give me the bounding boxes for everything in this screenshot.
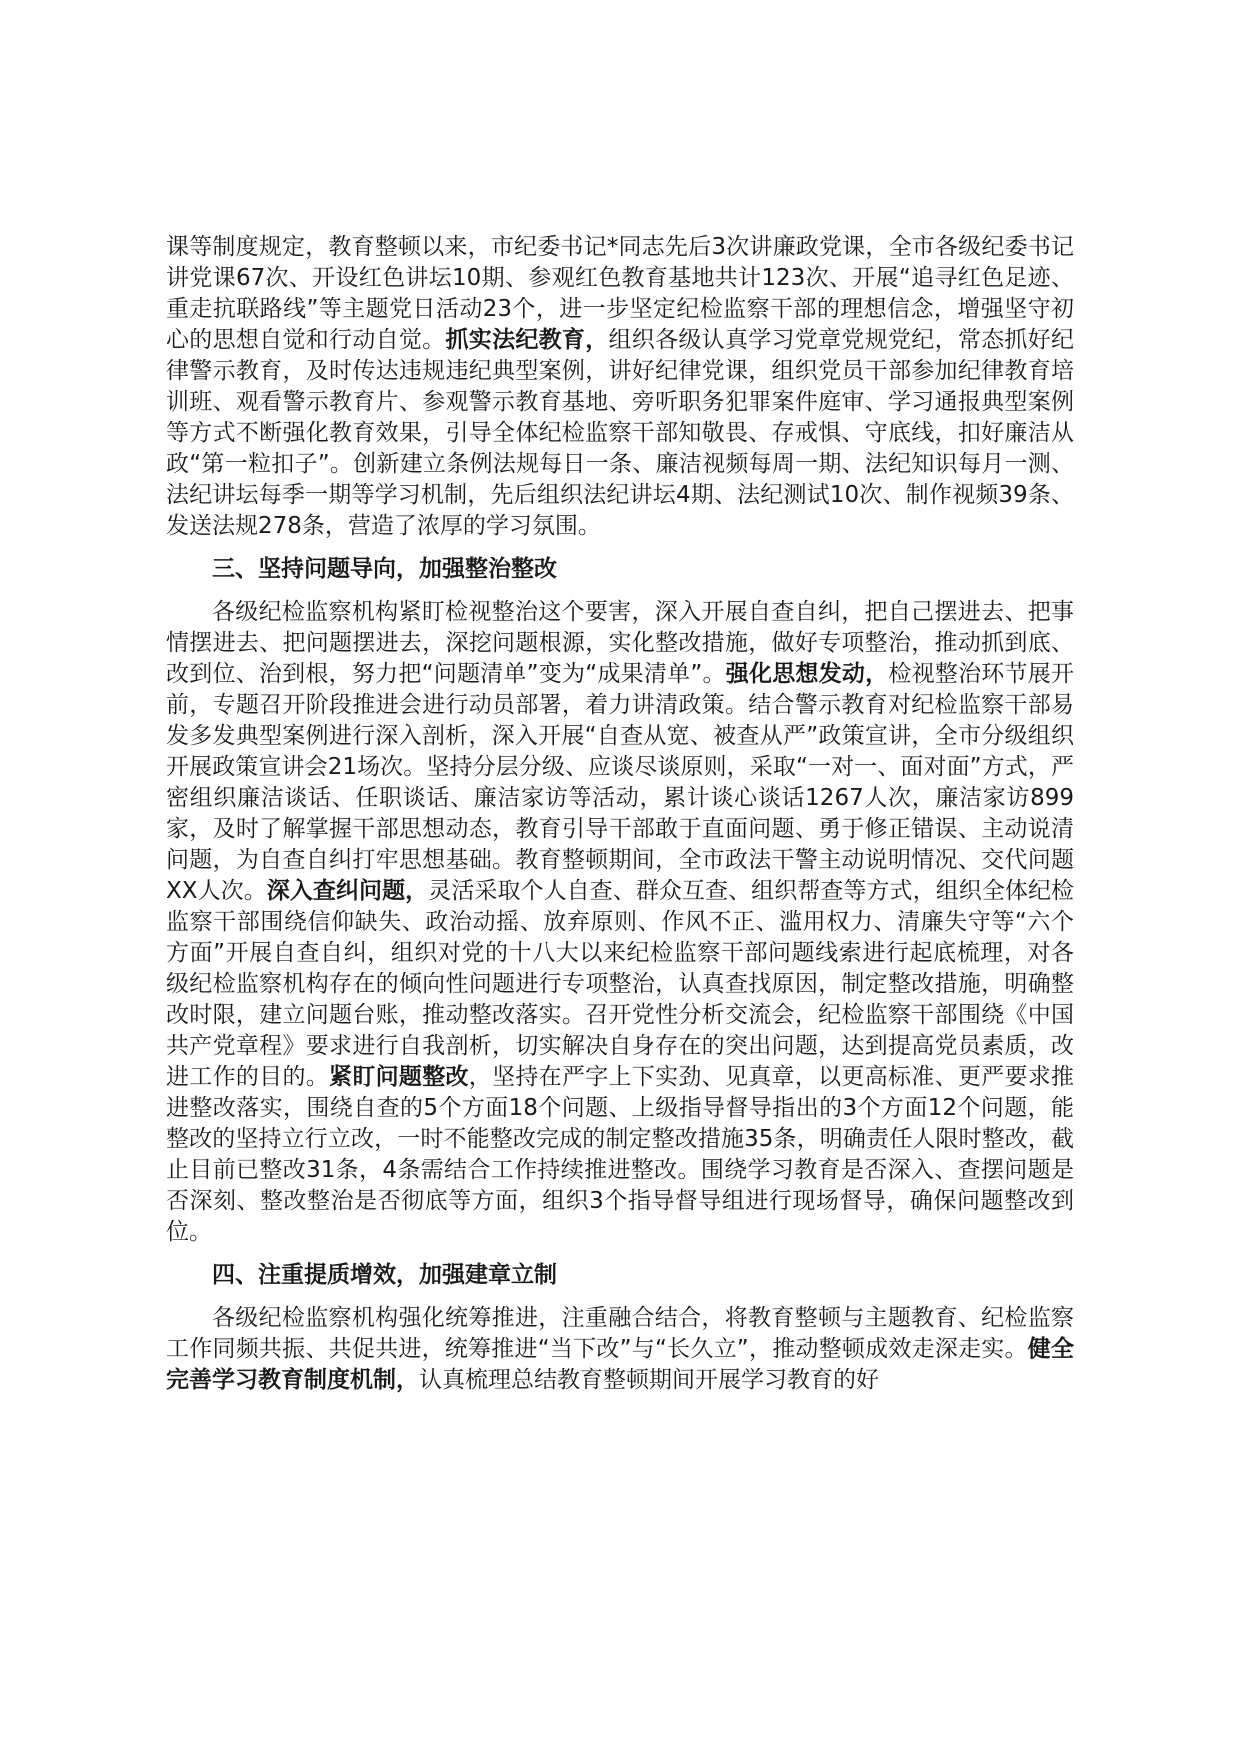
document-body xyxy=(166,232,1074,1396)
paragraph-text: ，坚持在严字上下实劲、见真章，以更高标准、更严要求推进整改落实，围绕自查的5个方面18个问题、上级指导督导指出的3个方面12个问题，能整改的坚持立行立改，一时不能整改完成的制定整改措施35条，明确责任人限时整改，截止目前已整改31条，4条需结合工作持续推进整改。围绕学习教育是否深入、查摆问题是否深刻、整改整治是否彻底等方面，组织3个指导督导组进行现场督导，确保问题整改到位。 xyxy=(166,1064,1075,1245)
bold-lead-phrase: 紧盯问题整改 xyxy=(329,1064,469,1090)
bold-lead-phrase: 深入查纠问题， xyxy=(266,878,429,904)
section-heading-3: 三、坚持问题导向，加强整治整改 xyxy=(212,556,557,582)
paragraph-text: 各级纪检监察机构强化统筹推进，注重融合结合，将教育整顿与主题教育、纪检监察工作同频共振、共促共进，统筹推进“当下改”与“长久立”，推动整顿成效走深走实。 xyxy=(166,1305,1074,1362)
paragraph-section-4 xyxy=(166,1303,1074,1396)
paragraph-text: 组织各级认真学习党章党规党纪，常态抓好纪律警示教育，及时传达违规违纪典型案例，讲好纪律党课，组织党员干部参加纪律教育培训班、观看警示教育片、参观警示教育基地、旁听职务犯罪案件庭审、学习通报典型案例等方式不断强化教育效果，引导全体纪检监察干部知敬畏、存戒惧、守底线，扣好廉洁从政“第一粒扣子”。创新建立条例法规每日一条、廉洁视频每周一期、法纪知识每月一测、法纪讲坛每季一期等学习机制，先后组织法纪讲坛4期、法纪测试10次、制作视频39条、发送法规278条，营造了浓厚的学习氛围。 xyxy=(166,327,1075,539)
bold-lead-phrase: 健全完善学习教育制度机制， xyxy=(166,1336,1074,1393)
paragraph-text: 灵活采取个人自查、群众互查、组织帮查等方式，组织全体纪检监察干部围绕信仰缺失、政治动摇、放弃原则、作风不正、滥用权力、清廉失守等“六个方面”开展自查自纠，组织对党的十八大以来纪检监察干部问题线索进行起底梳理，对各级纪检监察机构存在的倾向性问题进行专项整治，认真查找原因，制定整改措施，明确整改时限，建立问题台账，推动整改落实。召开党性分析交流会，纪检监察干部围绕《中国共产党章程》要求进行自我剖析，切实解决自身存在的突出问题，达到提高党员素质，改进工作的目的。 xyxy=(166,878,1075,1090)
bold-lead-phrase: 强化思想发动， xyxy=(725,661,889,687)
paragraph-section-3 xyxy=(166,597,1074,1248)
paragraph-text: 课等制度规定，教育整顿以来，市纪委书记*同志先后3次讲廉政党课，全市各级纪委书记讲党课67次、开设红色讲坛10期、参观红色教育基地共计123次、开展“追寻红色足迹、重走抗联路线”等主题党日活动23个，进一步坚定纪检监察干部的理想信念，增强坚守初心的思想自觉和行动自觉。 xyxy=(166,234,1074,353)
section-heading-4: 四、注重提质增效，加强建章立制 xyxy=(212,1262,557,1288)
paragraph-text: 检视整治环节展开前，专题召开阶段推进会进行动员部署，着力讲清政策。结合警示教育对纪检监察干部易发多发典型案例进行深入剖析，深入开展“自查从宽、被查从严”政策宣讲，全市分级组织开展政策宣讲会21场次。坚持分层分级、应谈尽谈原则，采取“一对一、面对面”方式，严密组织廉洁谈话、任职谈话、廉洁家访等活动，累计谈心谈话1267人次，廉洁家访899家，及时了解掌握干部思想动态，教育引导干部敢于直面问题、勇于修正错误、主动说清问题，为自查自纠打牢思想基础。教育整顿期间，全市政法干警主动说明情况、交代问题XX人次。 xyxy=(166,661,1075,904)
paragraph-continuation xyxy=(166,232,1074,542)
paragraph-text: 各级纪检监察机构紧盯检视整治这个要害，深入开展自查自纠，把自己摆进去、把事情摆进去、把问题摆进去，深挖问题根源，实化整改措施，做好专项整治，推动抓到底、改到位、治到根，努力把“问题清单”变为“成果清单”。 xyxy=(166,599,1074,687)
bold-lead-phrase: 抓实法纪教育， xyxy=(445,327,609,353)
paragraph-text: 认真梳理总结教育整顿期间开展学习教育的好 xyxy=(419,1367,879,1393)
